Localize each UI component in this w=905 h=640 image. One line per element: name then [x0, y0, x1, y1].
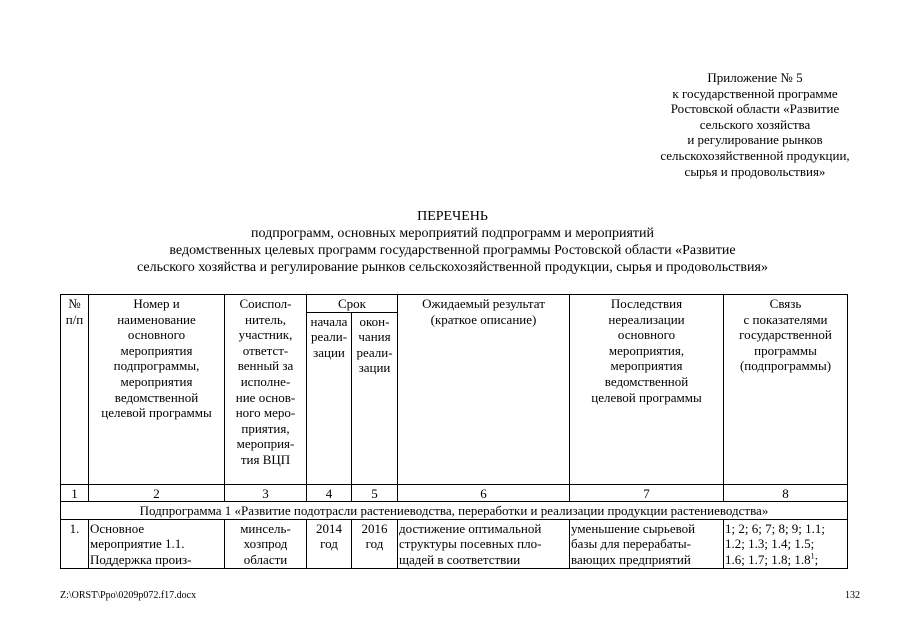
file-path: Z:\ORST\Ppo\0209p072.f17.docx — [60, 590, 197, 601]
appendix-line: сельского хозяйства — [699, 116, 811, 132]
title-line: ведомственных целевых программ государственной программы Ростовской области «Развитие — [169, 243, 736, 258]
row-end: 2016 год — [352, 519, 398, 568]
page-number: 132 — [845, 590, 860, 601]
subprogram-title: Подпрограмма 1 «Развитие подотрасли растениеводства, переработки и реализации продукции растениеводства» — [61, 502, 848, 520]
column-number: 2 — [89, 484, 225, 502]
row-result: достижение оптимальной структуры посевных пло- щадей в соответствии — [398, 519, 570, 568]
header-link: Связь с показателями государственной программы (подпрограммы) — [724, 295, 848, 485]
row-name: Основное мероприятие 1.1. Поддержка произ- — [89, 519, 225, 568]
document-title — [0, 208, 905, 276]
column-number: 3 — [225, 484, 307, 502]
header-row — [61, 295, 848, 313]
table-row — [61, 519, 848, 568]
subprogram-row — [61, 502, 848, 520]
header-executor: Соиспол- нитель, участник, ответст- венный за исполне- ние основ- ного меро- приятия, мероприя- тия ВЦП — [225, 295, 307, 485]
row-num: 1. — [61, 519, 89, 568]
header-end: окон- чания реали- зации — [352, 312, 398, 484]
column-number: 4 — [307, 484, 352, 502]
title-heading: ПЕРЕЧЕНЬ — [417, 209, 488, 224]
row-link: 1; 2; 6; 7; 8; 9; 1.1; 1.2; 1.3; 1.4; 1.5; 1.6; 1.7; 1.8; $1.8^1$; — [724, 519, 848, 568]
appendix-line: и регулирование рынков — [687, 132, 823, 148]
row-executor: минсель- хозпрод области — [225, 519, 307, 568]
header-start: начала реали- зации — [307, 312, 352, 484]
header-result: Ожидаемый результат (краткое описание) — [398, 295, 570, 485]
programs-table — [60, 294, 848, 569]
appendix-line: сельскохозяйственной продукции, — [660, 147, 850, 163]
header-term: Срок — [307, 295, 398, 313]
appendix-line: к государственной программе — [672, 85, 838, 101]
column-number: 8 — [724, 484, 848, 502]
column-number: 7 — [570, 484, 724, 502]
appendix-line: Приложение № 5 — [707, 70, 803, 85]
column-number: 1 — [61, 484, 89, 502]
footnote-mark: 1 — [810, 551, 815, 561]
row-consequences: уменьшение сырьевой базы для перерабаты- вающих предприятий — [570, 519, 724, 568]
header-consequences: Последствия нереализации основного мероприятия, мероприятия ведомственной целевой программы — [570, 295, 724, 485]
row-start: 2014 год — [307, 519, 352, 568]
column-number-row — [61, 484, 848, 502]
appendix-line: сырья и продовольствия» — [684, 163, 826, 179]
row-link-last: 1.6; 1.7; 1.8; $1.8^1$; — [725, 551, 819, 567]
appendix-header — [610, 70, 900, 179]
column-number: 5 — [352, 484, 398, 502]
header-num: № п/п — [61, 295, 89, 485]
title-line: подпрограмм, основных мероприятий подпрограмм и мероприятий — [250, 226, 654, 241]
appendix-line: Ростовской области «Развитие — [670, 101, 840, 117]
column-number: 6 — [398, 484, 570, 502]
header-name: Номер и наименование основного мероприятия подпрограммы, мероприятия ведомственной целевой программы — [89, 295, 225, 485]
title-line: сельского хозяйства и регулирование рынков сельскохозяйственной продукции, сырья и продовольствия» — [137, 260, 768, 275]
